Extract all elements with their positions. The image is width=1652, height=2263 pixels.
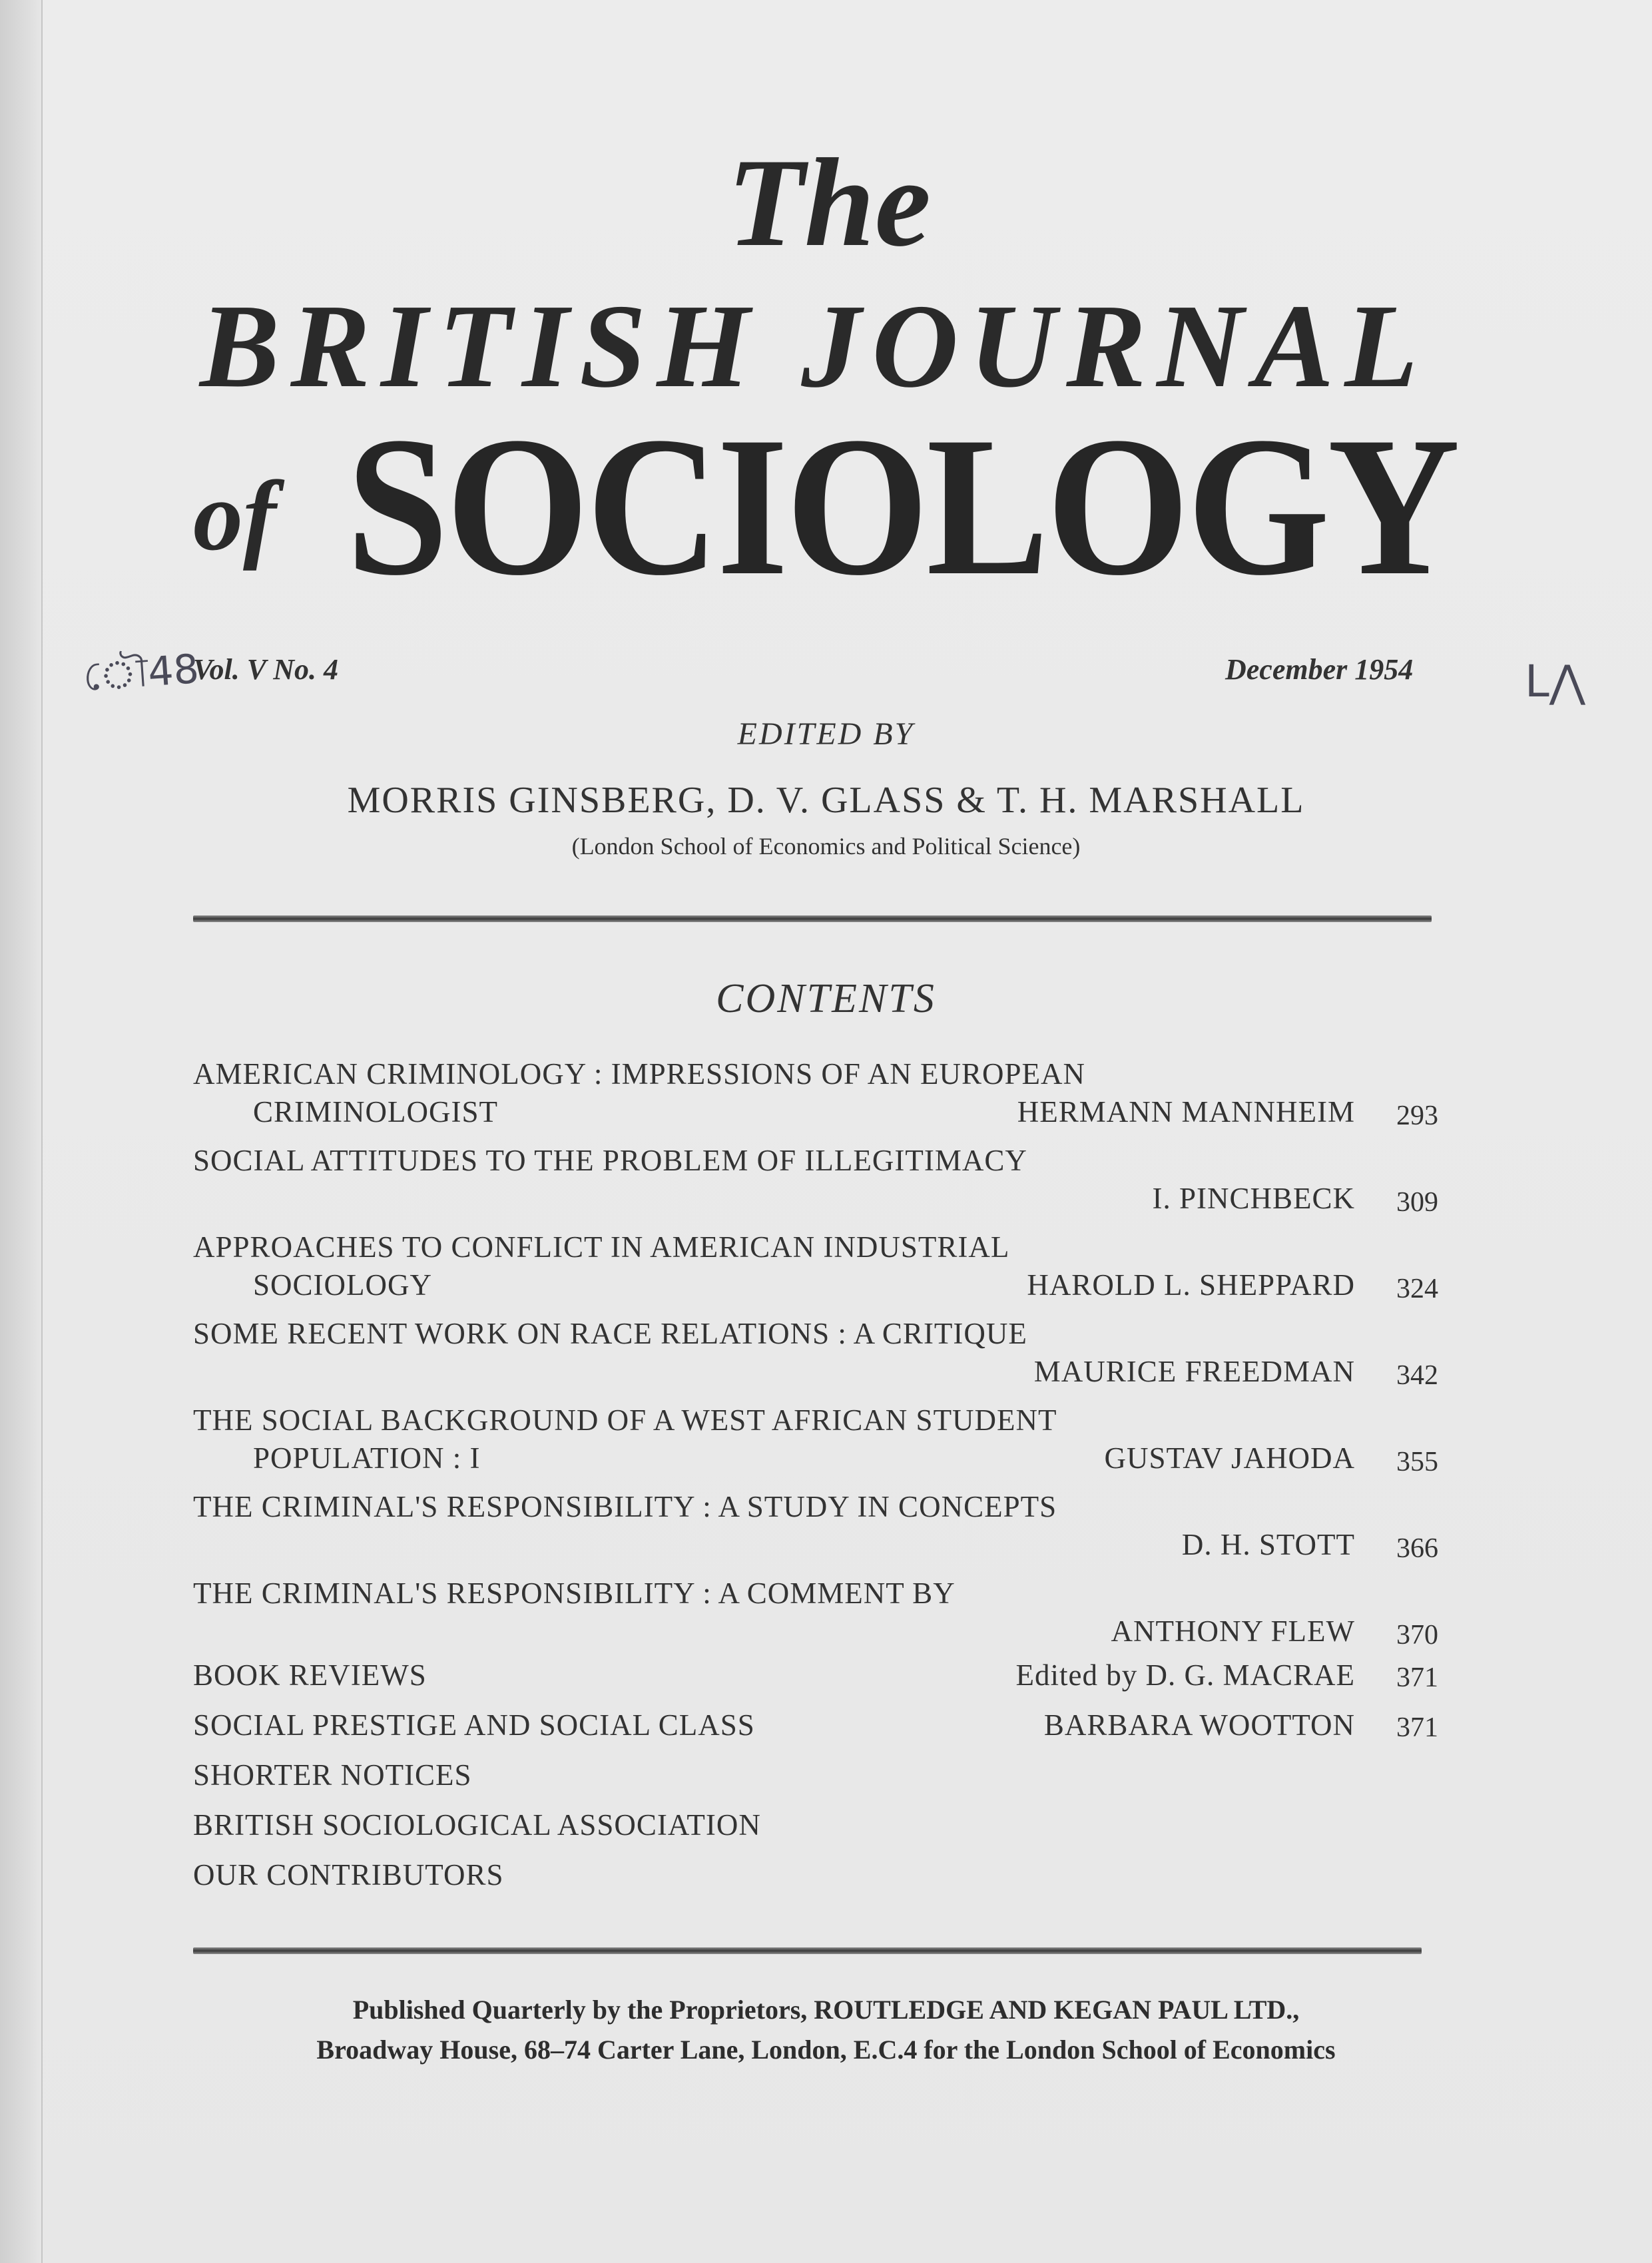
entry-title: SOCIAL ATTITUDES TO THE PROBLEM OF ILLEGITIMACY [193,1144,1027,1177]
volume-number: Vol. V No. 4 [193,653,339,686]
entry-author: ANTHONY FLEW [1111,1615,1355,1648]
masthead-the: The [726,133,932,273]
entry-author: HAROLD L. SHEPPARD [1027,1268,1355,1302]
entry-page: 293 [1396,1101,1438,1131]
edited-by-heading: EDITED BY [737,716,915,752]
handwritten-note-left: ৌ48 [81,646,200,700]
page-edge [0,0,43,2263]
entry-title: SOCIAL PRESTIGE AND SOCIAL CLASS [193,1708,755,1742]
entry-title: THE CRIMINAL'S RESPONSIBILITY : A COMMENT BY [193,1577,956,1610]
contents-entry [193,1700,1438,1750]
masthead-british-journal: BRITISH JOURNAL [200,280,1429,412]
entry-page: 309 [1396,1187,1438,1218]
contents-entry [193,1850,1438,1900]
contents-entry [193,1401,1438,1477]
entry-page: 342 [1396,1360,1438,1391]
entry-author: Edited by D. G. MACRAE [1015,1658,1355,1692]
entry-author: BARBARA WOOTTON [1043,1708,1355,1742]
contents-entry [193,1228,1438,1304]
entry-title: SHORTER NOTICES [193,1758,472,1792]
masthead-of: of [193,461,276,571]
entry-author: HERMANN MANNHEIM [1017,1095,1355,1129]
contents-heading: CONTENTS [716,976,936,1021]
divider-rule [193,915,1432,922]
entry-page: 371 [1396,1662,1438,1693]
contents-entry [193,1142,1438,1218]
entry-author: I. PINCHBECK [1152,1182,1355,1215]
entry-page: 355 [1396,1447,1438,1477]
editor-names: MORRIS GINSBERG, D. V. GLASS & T. H. MARSHALL [347,780,1305,821]
contents-entry [193,1650,1438,1700]
entry-page: 371 [1396,1712,1438,1743]
contents-entry [193,1488,1438,1564]
issue-date: December 1954 [1225,653,1414,686]
contents-entry [193,1315,1438,1391]
handwritten-note-right: L⋀ [1525,656,1585,707]
entry-title: SOME RECENT WORK ON RACE RELATIONS : A CRITIQUE [193,1317,1027,1350]
entry-title: APPROACHES TO CONFLICT IN AMERICAN INDUSTRIAL [193,1230,1010,1264]
entry-title: OUR CONTRIBUTORS [193,1858,504,1891]
entry-title-continued: POPULATION : I [253,1441,481,1475]
contents-entry [193,1055,1438,1131]
entry-title: BOOK REVIEWS [193,1658,427,1692]
divider-rule [193,1947,1422,1954]
entry-author: MAURICE FREEDMAN [1033,1355,1355,1388]
entry-author: GUSTAV JAHODA [1104,1441,1355,1475]
contents-entry [193,1575,1438,1650]
entry-page: 370 [1396,1620,1438,1650]
entry-title: THE SOCIAL BACKGROUND OF A WEST AFRICAN STUDENT [193,1403,1057,1437]
contents-entry [193,1750,1438,1800]
publisher-address-line: Broadway House, 68–74 Carter Lane, London, E.C.4 for the London School of Economics [316,2035,1336,2065]
publisher-line: Published Quarterly by the Proprietors, ROUTLEDGE AND KEGAN PAUL LTD., [352,1995,1300,2025]
entry-title-continued: SOCIOLOGY [253,1268,433,1302]
entry-title: AMERICAN CRIMINOLOGY : IMPRESSIONS OF AN EUROPEAN [193,1057,1085,1091]
entry-title-continued: CRIMINOLOGIST [253,1095,498,1129]
masthead-sociology: SOCIOLOGY [346,395,1458,617]
contents-entry [193,1800,1438,1850]
contents-list [193,1055,1438,1900]
entry-page: 366 [1396,1533,1438,1564]
entry-page: 324 [1396,1274,1438,1304]
entry-title: THE CRIMINAL'S RESPONSIBILITY : A STUDY IN CONCEPTS [193,1490,1057,1523]
entry-author: D. H. STOTT [1181,1528,1355,1561]
entry-title: BRITISH SOCIOLOGICAL ASSOCIATION [193,1808,761,1842]
editor-affiliation: (London School of Economics and Political Science) [571,833,1081,860]
